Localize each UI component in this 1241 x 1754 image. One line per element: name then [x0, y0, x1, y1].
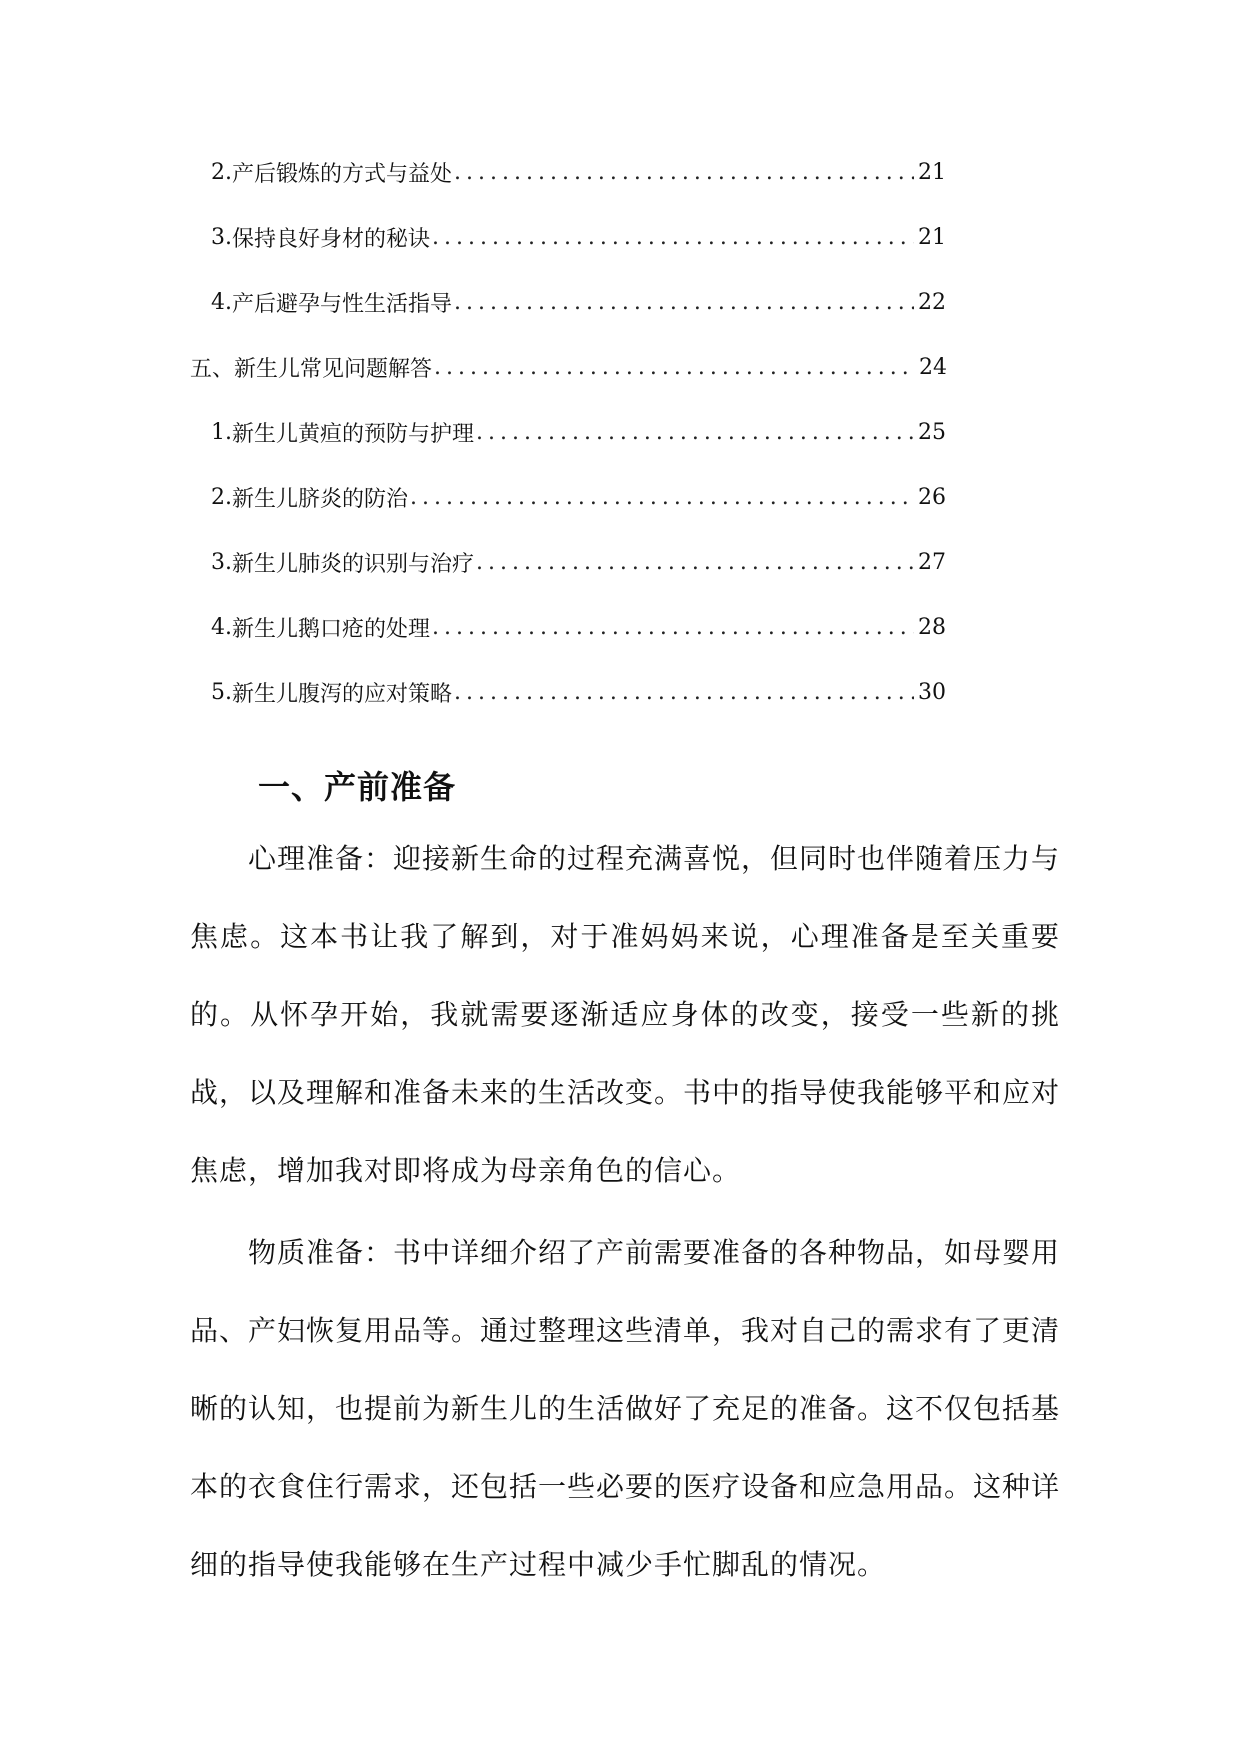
- toc-entry[interactable]: [190, 660, 946, 725]
- toc-entry[interactable]: [190, 205, 946, 270]
- toc-entry-title: 产后锻炼的方式与益处: [232, 162, 453, 187]
- toc-dot-leader: [454, 680, 914, 705]
- toc-entry-title: 新生儿鹅口疮的处理: [232, 617, 431, 642]
- toc-entry-number: 3.: [211, 550, 232, 575]
- toc-dot-leader: [432, 615, 914, 640]
- toc-chapter-entry[interactable]: [190, 335, 947, 400]
- toc-entry-page: 26: [918, 485, 946, 510]
- toc-entry-title: 新生儿肺炎的识别与治疗: [232, 552, 475, 577]
- section-heading: 一、产前准备: [258, 768, 457, 806]
- toc-entry-page: 25: [918, 420, 946, 445]
- toc-entry-title: 五、新生儿常见问题解答: [190, 357, 433, 382]
- toc-entry-page: 21: [918, 160, 946, 185]
- paragraph-psychological-preparation: 心理准备：迎接新生命的过程充满喜悦，但同时也伴随着压力与焦虑。这本书让我了解到，对于准妈妈来说，心理准备是至关重要的。从怀孕开始，我就需要逐渐适应身体的改变，接受一些新的挑战，以及理解和准备未来的生活改变。书中的指导使我能够平和应对焦虑，增加我对即将成为母亲角色的信心。: [190, 842, 1061, 1187]
- toc-entry-number: 2.: [211, 485, 232, 510]
- toc-entry-title: 产后避孕与性生活指导: [232, 292, 453, 317]
- toc-dot-leader: [454, 160, 914, 185]
- toc-entry-number: 5.: [211, 680, 232, 705]
- toc-dot-leader: [434, 355, 915, 380]
- toc-dot-leader: [476, 550, 914, 575]
- toc-dot-leader: [432, 225, 914, 250]
- body-text: [190, 820, 1060, 1608]
- toc-entry-number: 2.: [211, 160, 232, 185]
- toc-entry[interactable]: [190, 530, 946, 595]
- toc-dot-leader: [410, 485, 914, 510]
- toc-entry[interactable]: [190, 465, 946, 530]
- toc-entry-number: 3.: [211, 225, 232, 250]
- toc-entry[interactable]: [190, 400, 946, 465]
- toc-entry-number: 1.: [211, 420, 232, 445]
- toc-entry-page: 22: [918, 290, 946, 315]
- toc-entry-page: 21: [918, 225, 946, 250]
- toc-entry[interactable]: [190, 140, 946, 205]
- table-of-contents: [190, 140, 970, 725]
- toc-entry-page: 28: [918, 615, 946, 640]
- toc-entry[interactable]: [190, 595, 946, 660]
- toc-entry-title: 保持良好身材的秘诀: [232, 227, 431, 252]
- toc-entry-page: 24: [919, 355, 947, 380]
- toc-dot-leader: [476, 420, 914, 445]
- toc-entry-title: 新生儿脐炎的防治: [232, 487, 409, 512]
- toc-dot-leader: [454, 290, 914, 315]
- paragraph-material-preparation: 物质准备：书中详细介绍了产前需要准备的各种物品，如母婴用品、产妇恢复用品等。通过整理这些清单，我对自己的需求有了更清晰的认知，也提前为新生儿的生活做好了充足的准备。这不仅包括基本的衣食住行需求，还包括一些必要的医疗设备和应急用品。这种详细的指导使我能够在生产过程中减少手忙脚乱的情况。: [190, 1236, 1061, 1581]
- toc-entry-title: 新生儿黄疸的预防与护理: [232, 422, 475, 447]
- toc-entry-title: 新生儿腹泻的应对策略: [232, 682, 453, 707]
- toc-entry[interactable]: [190, 270, 946, 335]
- toc-entry-page: 30: [918, 680, 946, 705]
- toc-entry-page: 27: [918, 550, 946, 575]
- toc-entry-number: 4.: [211, 290, 232, 315]
- toc-entry-number: 4.: [211, 615, 232, 640]
